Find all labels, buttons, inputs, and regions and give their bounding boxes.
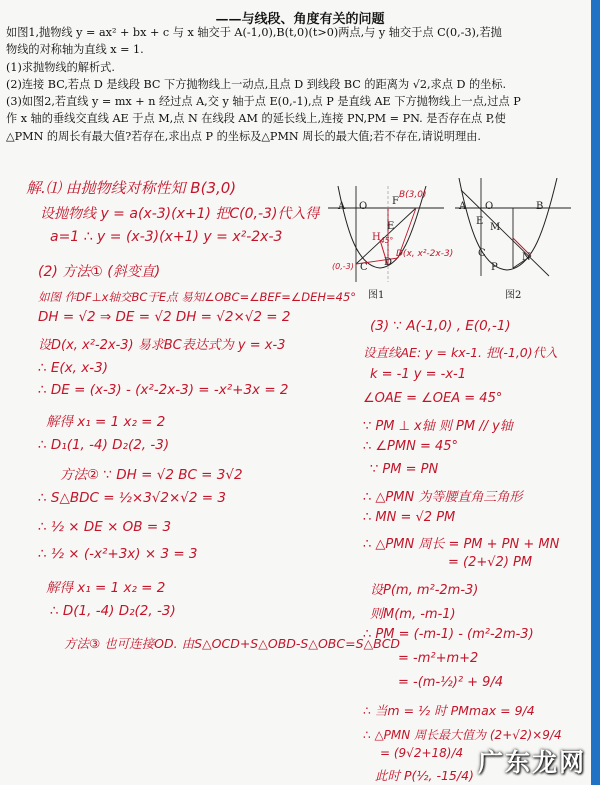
solution-line: ∴ S△BDC = ½×3√2×√2 = 3 (38, 490, 226, 506)
solution-line: DH = √2 ⇒ DE = √2 DH = √2×√2 = 2 (38, 309, 291, 325)
fig2-caption: 图2 (505, 290, 522, 301)
solution-line: 解.⑴ 由抛物线对称性知 B(3,0) (26, 179, 237, 197)
fig1-label-h: H (372, 232, 381, 243)
fig2-label-b: B (536, 201, 544, 212)
question-3-cont: △PMN 的周长有最大值?若存在,求出点 P 的坐标及△PMN 周长的最大值;若不存在,请说明理由. (6, 129, 481, 143)
edge-bar (591, 0, 600, 785)
solution-line: ∴ △PMN 周长最大值为 (2+√2)×9/4 (363, 728, 562, 742)
problem-statement (6, 24, 584, 145)
fig2-label-e: E (476, 216, 484, 227)
fig1-label-c: C (360, 262, 368, 273)
solution-line: = -(m-½)² + 9/4 (398, 675, 504, 690)
question-1: (1)求抛物线的解析式. (6, 60, 115, 74)
fig2-label-n: N (522, 252, 531, 263)
fig1-label-a: A (338, 201, 346, 212)
solution-line: 设抛物线 y = a(x-3)(x+1) 把C(0,-3)代入得 (40, 206, 320, 222)
fig2-label-m: M (490, 222, 501, 233)
solution-line: ∴ ∠PMN = 45° (363, 439, 459, 454)
fig2-label-a: A (459, 201, 467, 212)
solution-line: 则M(m, -m-1) (370, 607, 456, 622)
solution-line: ∴ DE = (x-3) - (x²-2x-3) = -x²+3x = 2 (38, 382, 289, 398)
solution-line: 方法③ 也可连接OD. 由S△OCD+S△OBD-S△OBC=S△BCD (64, 636, 401, 651)
question-2: (2)连接 BC,若点 D 是线段 BC 下方抛物线上一动点,且点 D 到线段 BC 的距离为 √2,求点 D 的坐标. (6, 77, 507, 91)
solution-line: ∴ 当m = ½ 时 PMmax = 9/4 (363, 703, 535, 718)
solution-line: = (9√2+18)/4 (380, 746, 464, 760)
solution-line: ∴ ½ × (-x²+3x) × 3 = 3 (38, 546, 198, 562)
solution-line: 方法② ∵ DH = √2 BC = 3√2 (60, 467, 243, 483)
solution-line: ∴ E(x, x-3) (38, 360, 108, 376)
fig1-label-d: D (384, 257, 393, 268)
solution-line: ∴ PM = (-m-1) - (m²-2m-3) (363, 627, 534, 642)
solution-line: ∵ PM ⊥ x轴 则 PM // y轴 (363, 419, 513, 434)
solution-line: = (2+√2) PM (448, 555, 533, 570)
fig1-d-ann: D(x, x²-2x-3) (396, 249, 454, 259)
solution-line: (2) 方法① (斜变直) (38, 264, 161, 280)
solution-line: 此时 P(½, -15/4) (375, 768, 474, 783)
question-3: (3)如图2,若直线 y = mx + n 经过点 A,交 y 轴于点 E(0,-1),点 P 是直线 AE 下方抛物线上一点,过点 P (6, 95, 521, 109)
fig1-label-o: O (359, 201, 368, 212)
solution-line: 设直线AE: y = kx-1. 把(-1,0)代入 (363, 345, 558, 360)
page-title: ——与线段、角度有关的问题 (215, 12, 385, 27)
question-3-cont: 作 x 轴的垂线交直线 AE 于点 M,点 N 在线段 AM 的延长线上,连接 PN,PM = PN. 是否存在点 P,使 (6, 112, 506, 126)
fig2-label-c: C (478, 248, 486, 259)
solution-line: ∵ PM = PN (370, 462, 439, 477)
solution-line: (3) ∵ A(-1,0) , E(0,-1) (370, 318, 511, 334)
solution-line: 设D(x, x²-2x-3) 易求BC表达式为 y = x-3 (38, 338, 286, 353)
fig1-angle-note: 45° (380, 236, 394, 245)
solution-line: ∴ △PMN 为等腰直角三角形 (363, 490, 523, 505)
solution-line: 解得 x₁ = 1 x₂ = 2 (46, 414, 166, 430)
solution-line: = -m²+m+2 (398, 651, 479, 666)
solution-line: 如图 作DF⊥x轴交BC于E点 易知∠OBC=∠BEF=∠DEH=45° (38, 290, 357, 304)
solution-line: 设P(m, m²-2m-3) (370, 583, 479, 598)
fig1-b-ann: B(3,0) (399, 190, 427, 200)
problem-line: 物线的对称轴为直线 x = 1. (6, 43, 144, 57)
solution-line: ∴ MN = √2 PM (363, 510, 456, 525)
solution-line: ∴ D₁(1, -4) D₂(2, -3) (38, 437, 170, 453)
fig2-label-o: O (485, 201, 494, 212)
fig1-c-ann: (0,-3) (332, 262, 354, 271)
solution-line: ∴ △PMN 周长 = PM + PN + MN (363, 537, 560, 552)
solution-line: k = -1 y = -x-1 (370, 367, 466, 382)
fig2-label-p: P (491, 262, 498, 273)
fig1-caption: 图1 (368, 290, 385, 301)
problem-line: 如图1,抛物线 y = ax² + bx + c 与 x 轴交于 A(-1,0),B(t,0)(t>0)两点,与 y 轴交于点 C(0,-3),若抛 (6, 26, 502, 39)
solution-line: ∴ D(1, -4) D₂(2, -3) (50, 603, 176, 619)
solution-line: ∠OAE = ∠OEA = 45° (363, 391, 503, 406)
solution-line: ∴ ½ × DE × OB = 3 (38, 519, 172, 535)
fig1-label-e: E (387, 221, 395, 232)
solution-line: a=1 ∴ y = (x-3)(x+1) y = x²-2x-3 (50, 229, 283, 245)
site-watermark: 广东龙网 (477, 748, 586, 777)
figure-2 (455, 178, 573, 278)
fig1-label-f: F (392, 196, 399, 207)
solution-line: 解得 x₁ = 1 x₂ = 2 (46, 580, 166, 596)
